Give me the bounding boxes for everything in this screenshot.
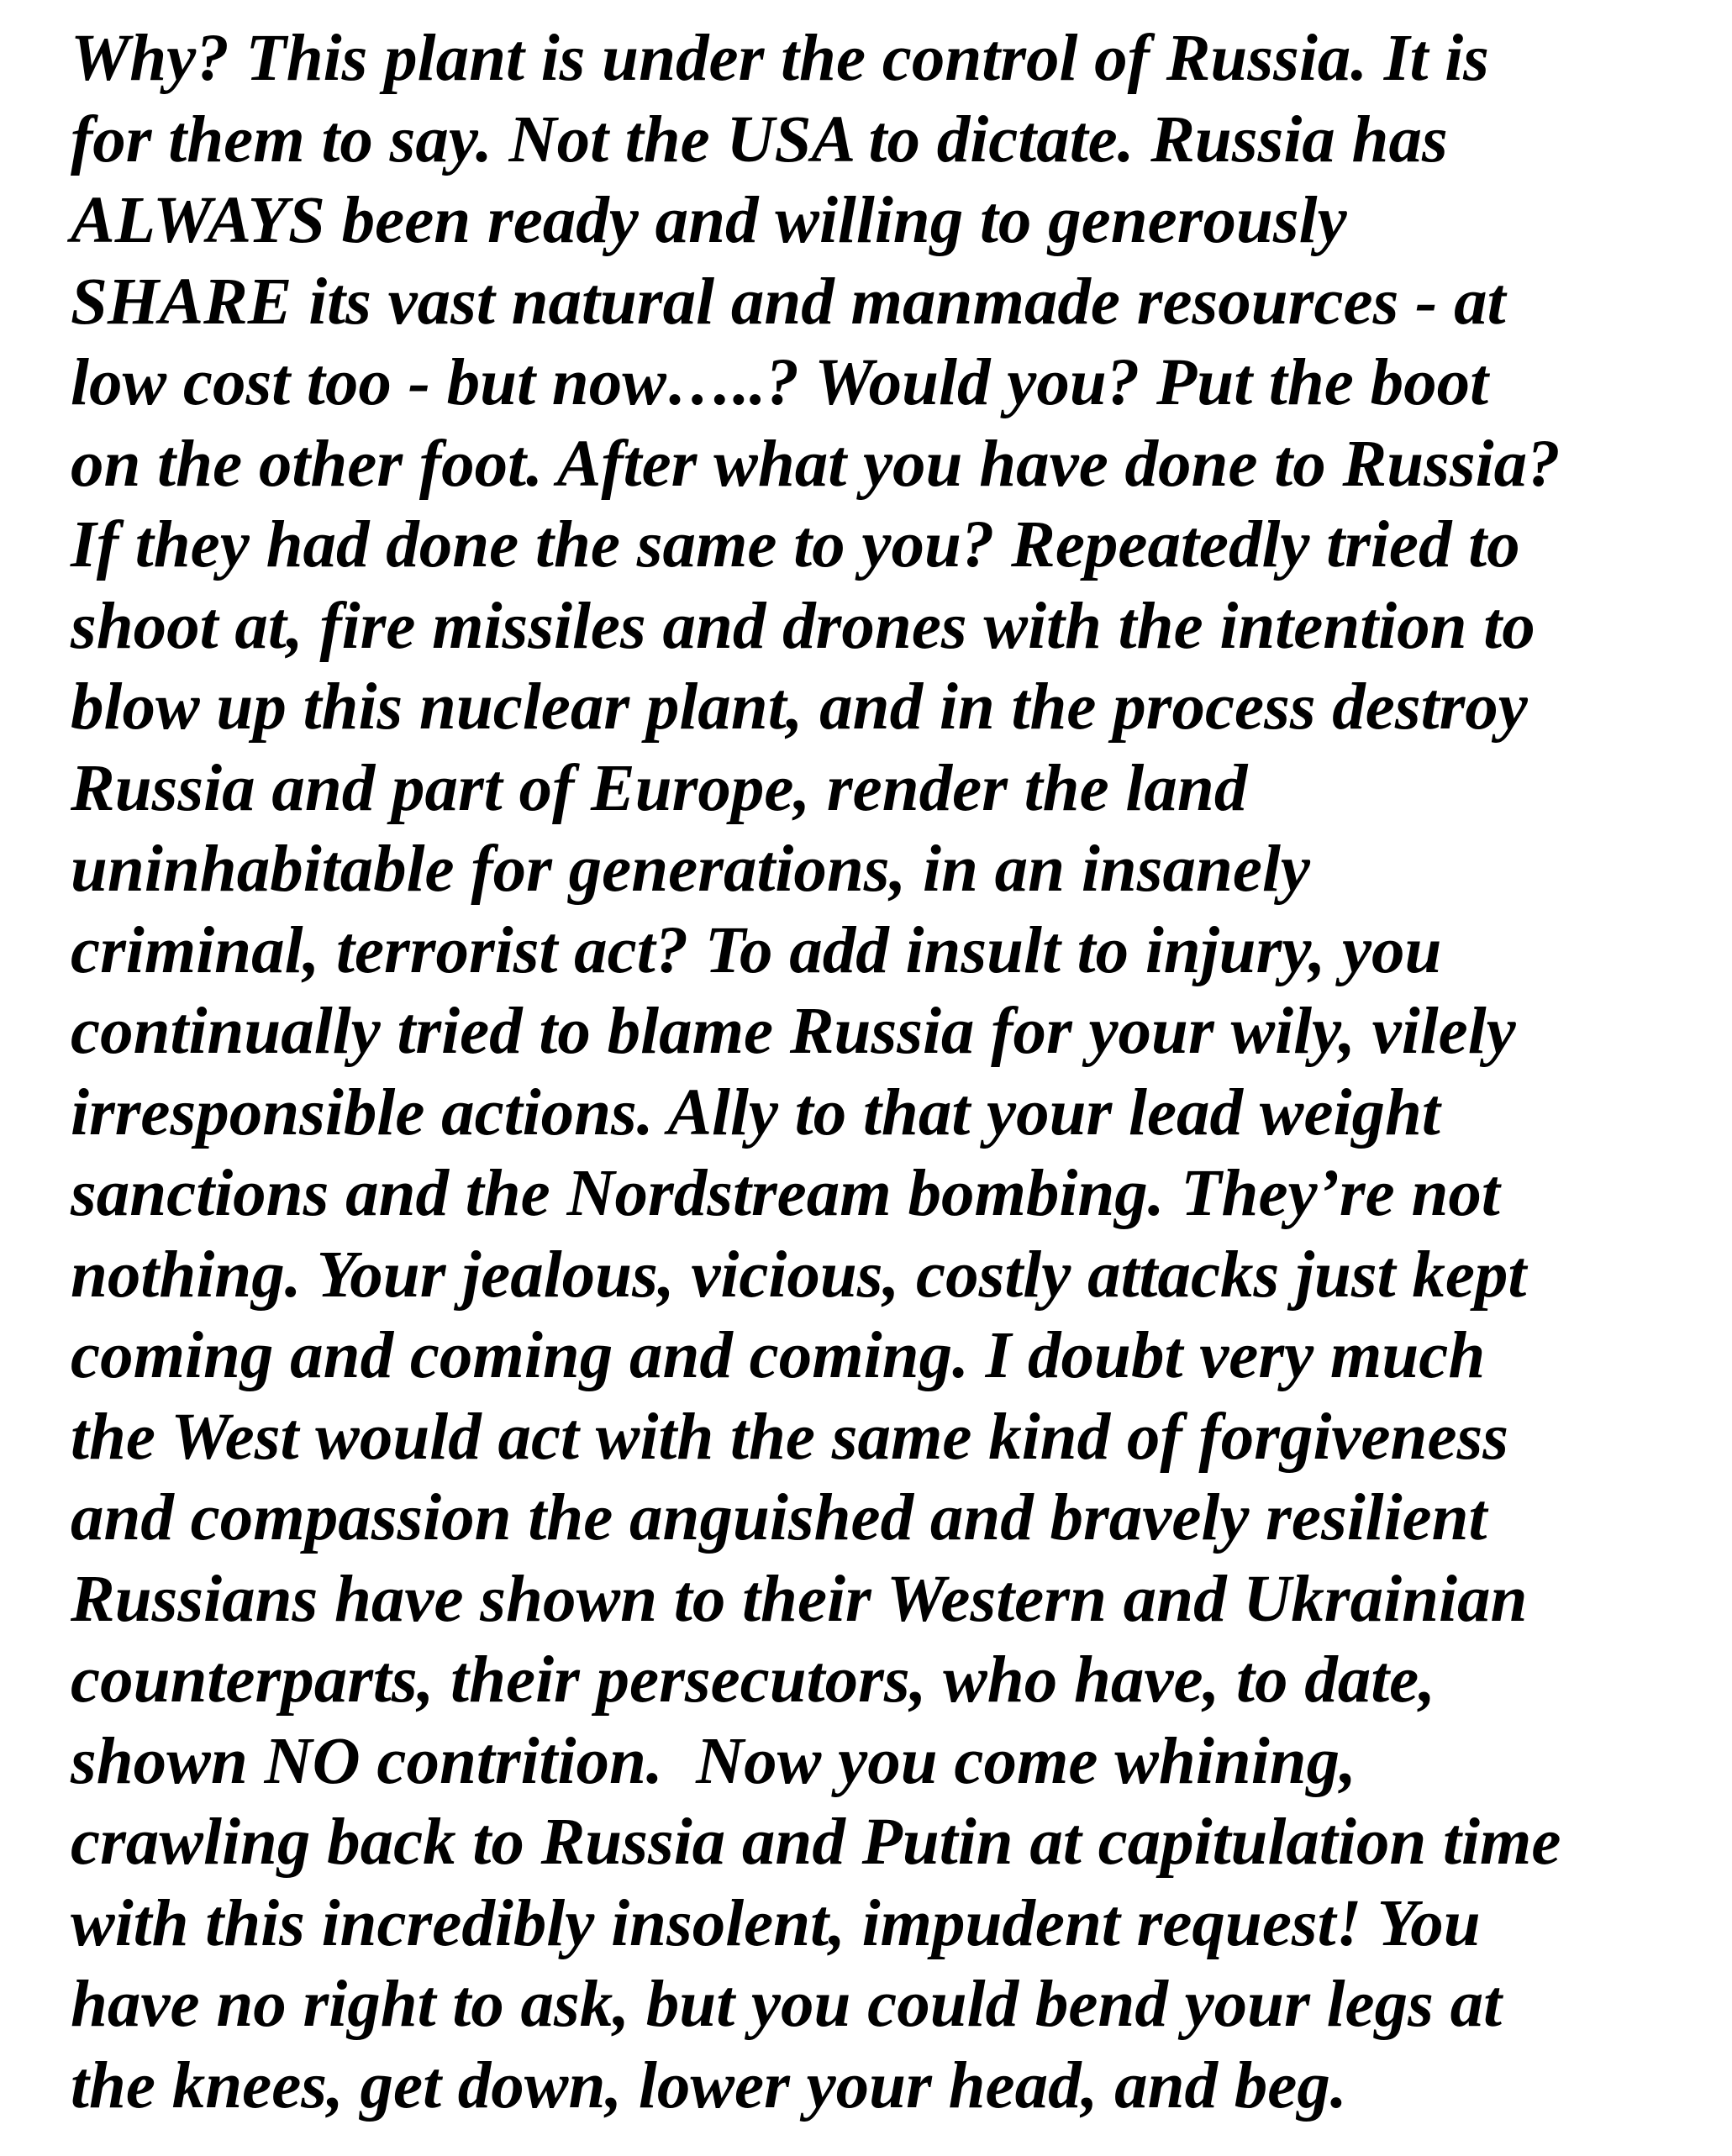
text-line: low cost too - but now…..? Would you? Put the boot: [71, 346, 1489, 419]
text-line: coming and coming and coming. I doubt very much: [71, 1319, 1486, 1392]
text-line: Russia and part of Europe, render the land: [71, 751, 1248, 825]
text-line: the knees, get down, lower your head, and beg.: [71, 2048, 1347, 2122]
text-line: with this incredibly insolent, impudent request! You: [71, 1886, 1481, 1960]
body-text: [71, 18, 1718, 2127]
text-line: blow up this nuclear plant, and in the process destroy: [71, 670, 1528, 744]
text-line: irresponsible actions. Ally to that your lead weight: [71, 1075, 1440, 1149]
text-line: sanctions and the Nordstream bombing. They’re not: [71, 1157, 1500, 1230]
text-line: the West would act with the same kind of forgiveness: [71, 1400, 1509, 1474]
text-line: ALWAYS been ready and willing to generously: [71, 184, 1347, 257]
text-line: for them to say. Not the USA to dictate. Russia has: [71, 103, 1448, 176]
text-line: uninhabitable for generations, in an insanely: [71, 833, 1311, 906]
text-line: SHARE its vast natural and manmade resources - at: [71, 265, 1506, 339]
text-line: counterparts, their persecutors, who have, to date,: [71, 1643, 1435, 1717]
text-line: Why? This plant is under the control of Russia. It is: [71, 22, 1489, 95]
text-line: Russians have shown to their Western and Ukrainian: [71, 1562, 1528, 1636]
text-line: shown NO contrition. Now you come whining,: [71, 1724, 1356, 1798]
text-line: nothing. Your jealous, vicious, costly attacks just kept: [71, 1238, 1527, 1312]
text-line: on the other foot. After what you have done to Russia?: [71, 427, 1561, 501]
text-line: continually tried to blame Russia for your wily, vilely: [71, 995, 1516, 1068]
text-line: shoot at, fire missiles and drones with the intention to: [71, 589, 1535, 663]
text-line: have no right to ask, but you could bend your legs at: [71, 1968, 1503, 2041]
text-line: criminal, terrorist act? To add insult to injury, you: [71, 913, 1442, 987]
text-line: If they had done the same to you? Repeatedly tried to: [71, 508, 1520, 581]
text-line: crawling back to Russia and Putin at capitulation time: [71, 1806, 1561, 1879]
text-line: and compassion the anguished and bravely resilient: [71, 1481, 1487, 1554]
